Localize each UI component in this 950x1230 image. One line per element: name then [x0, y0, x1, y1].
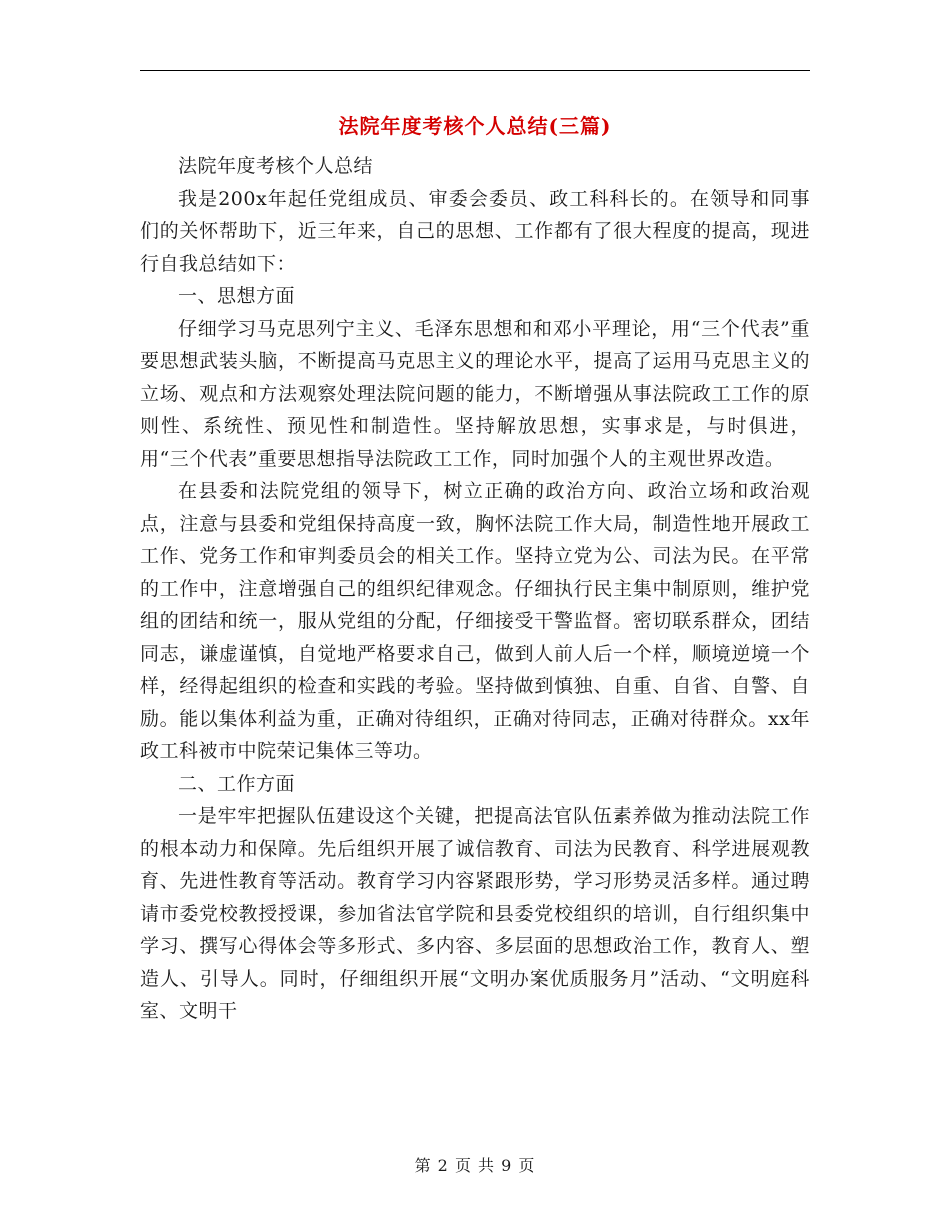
body-paragraph: 一是牢牢把握队伍建设这个关键，把提高法官队伍素养做为推动法院工作的根本动力和保障。先后组织开展了诚信教育、司法为民教育、科学进展观教育、先进性教育等活动。教育学习内容紧跟形势，学习形势灵活多样。通过聘请市委党校教授授课，参加省法官学院和县委党校组织的培训，自行组织集中学习、撰写心得体会等多形式、多内容、多层面的思想政治工作，教育人、塑造人、引导人。同时，仔细组织开展“文明办案优质服务月”活动、“文明庭科室、文明干	[140, 805, 810, 1022]
header-rule	[140, 70, 810, 71]
intro-paragraph: 我是200x年起任党组成员、审委会委员、政工科科长的。在领导和同事们的关怀帮助下，近三年来，自己的思想、工作都有了很大程度的提高，现进行自我总结如下：	[140, 187, 810, 275]
document-title: 法院年度考核个人总结(三篇)	[338, 114, 612, 138]
body-paragraph: 仔细学习马克思列宁主义、毛泽东思想和和邓小平理论，用“三个代表”重要思想武装头脑，不断提高马克思主义的理论水平，提高了运用马克思主义的立场、观点和方法观察处理法院问题的能力，不断增强从事法院政工工作的原则性、系统性、预见性和制造性。坚持解放思想，实事求是，与时俱进，用“三个代表”重要思想指导法院政工工作，同时加强个人的主观世界改造。	[140, 317, 810, 470]
document-body	[140, 150, 810, 1028]
subtitle-paragraph: 法院年度考核个人总结	[178, 155, 374, 177]
body-paragraph: 在县委和法院党组的领导下，树立正确的政治方向、政治立场和政治观点，注意与县委和党组保持高度一致，胸怀法院工作大局，制造性地开展政工工作、党务工作和审判委员会的相关工作。坚持立党为公、司法为民。在平常的工作中，注意增强自己的组织纪律观念。仔细执行民主集中制原则，维护党组的团结和统一，服从党组的分配，仔细接受干警监督。密切联系群众，团结同志，谦虚谨慎，自觉地严格要求自己，做到人前人后一个样，顺境逆境一个样，经得起组织的检查和实践的考验。坚持做到慎独、自重、自省、自警、自励。能以集体利益为重，正确对待组织，正确对待同志，正确对待群众。xx年政工科被市中院荣记集体三等功。	[140, 480, 810, 762]
section-heading-work: 二、工作方面	[178, 772, 296, 795]
page-number: 第 2 页 共 9 页	[414, 1156, 536, 1175]
section-heading-thought: 一、思想方面	[178, 285, 296, 307]
